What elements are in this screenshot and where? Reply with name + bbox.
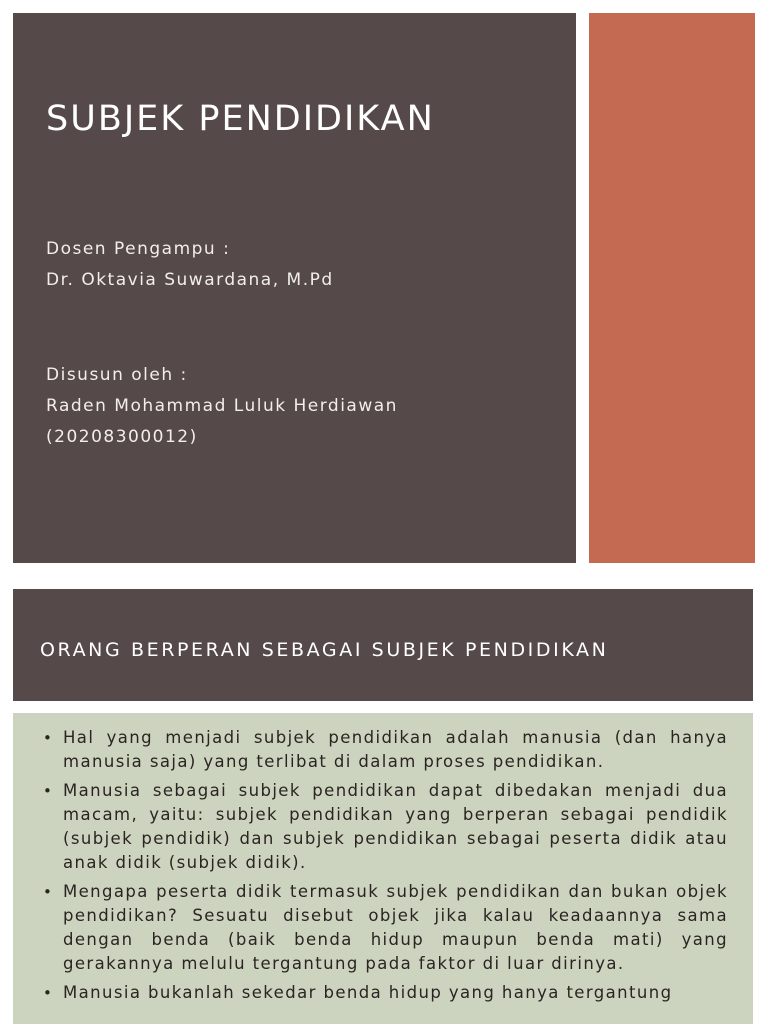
bullet-list — [13, 726, 753, 1010]
slide2-body-panel — [13, 713, 753, 1024]
slide1-title-panel — [13, 13, 576, 563]
penyusun-label: Disusun oleh : — [46, 365, 188, 385]
slide2-header-panel — [13, 589, 753, 701]
slide2-title: ORANG BERPERAN SEBAGAI SUBJEK PENDIDIKAN — [40, 639, 609, 661]
bullet-text: Hal yang menjadi subjek pendidikan adalah manusia (dan hanya manusia saja) yang terlibat di dalam proses pendidikan. — [63, 728, 728, 771]
penyusun-id: (20208300012) — [46, 427, 198, 447]
bullet-dot-icon: • — [43, 883, 54, 901]
penyusun-name: Raden Mohammad Luluk Herdiawan — [46, 396, 398, 416]
slide1-title: SUBJEK PENDIDIKAN — [46, 99, 435, 139]
dosen-name: Dr. Oktavia Suwardana, M.Pd — [46, 270, 334, 290]
bullet-dot-icon: • — [43, 729, 54, 747]
dosen-label: Dosen Pengampu : — [46, 239, 231, 259]
bullet-item — [13, 880, 753, 976]
bullet-item — [13, 726, 753, 774]
bullet-dot-icon: • — [43, 984, 54, 1002]
bullet-item — [13, 779, 753, 875]
dosen-block — [46, 234, 334, 296]
slide1-accent-panel — [589, 13, 755, 563]
bullet-text: Manusia sebagai subjek pendidikan dapat dibedakan menjadi dua macam, yaitu: subjek pendidikan yang berperan sebagai pendidik (subjek pendidik) dan subjek pendidikan sebagai peserta didik atau anak didik (subjek didik). — [63, 781, 728, 872]
bullet-text: Manusia bukanlah sekedar benda hidup yang hanya tergantung — [63, 983, 673, 1002]
bullet-text: Mengapa peserta didik termasuk subjek pendidikan dan bukan objek pendidikan? Sesuatu disebut objek jika kalau keadaannya sama dengan benda (baik benda hidup maupun benda mati) yang gerakannya melulu tergantung pada faktor di luar dirinya. — [63, 882, 728, 973]
penyusun-block — [46, 360, 398, 453]
bullet-item — [13, 981, 753, 1005]
bullet-dot-icon: • — [43, 782, 54, 800]
